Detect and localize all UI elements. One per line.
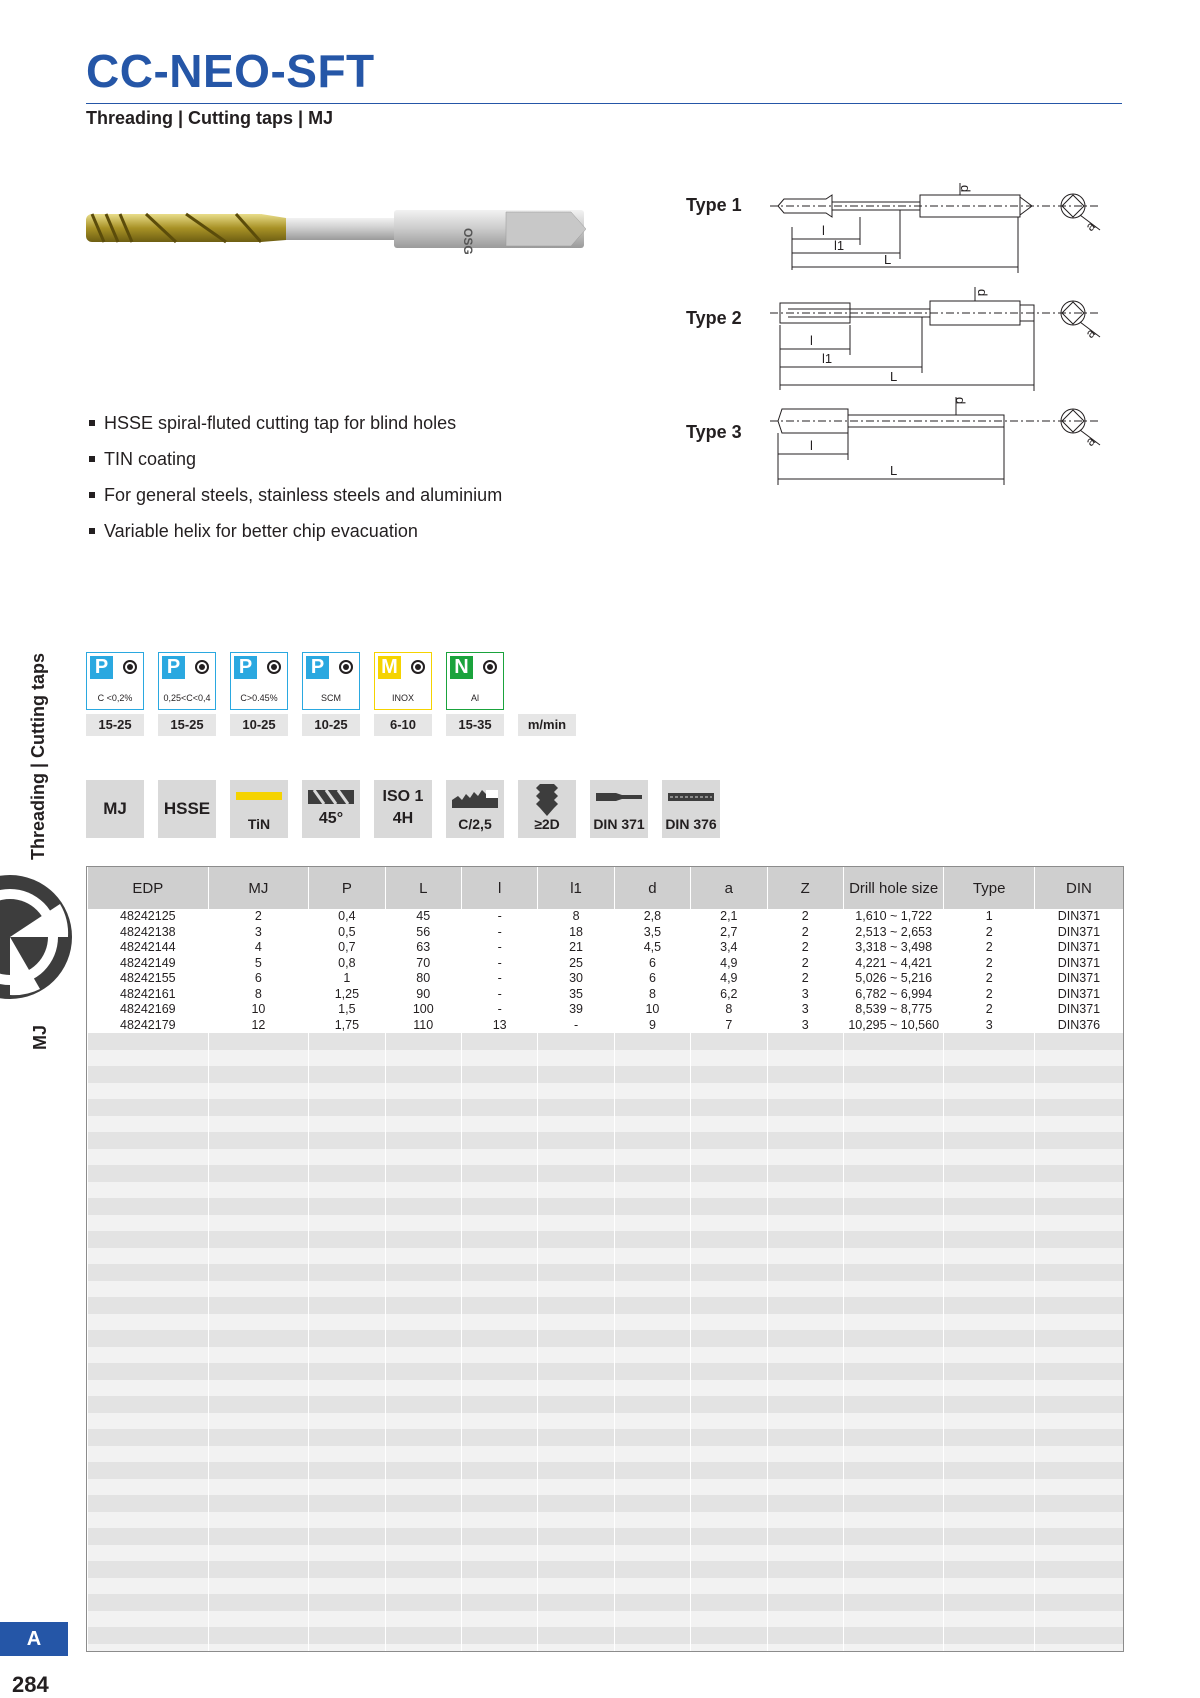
column-header: l1	[538, 867, 614, 909]
feature-item: For general steels, stainless steels and aluminium	[86, 482, 502, 518]
table-row	[88, 956, 1124, 972]
page-title: CC-NEO-SFT	[86, 45, 375, 97]
table-cell: 48242179	[88, 1018, 209, 1034]
table-cell: 2	[944, 1002, 1034, 1018]
empty-table-row	[88, 1561, 1124, 1578]
table-cell: 6	[614, 971, 690, 987]
empty-table-row	[88, 1297, 1124, 1314]
table-cell: 8	[691, 1002, 767, 1018]
table-header-row	[88, 867, 1124, 909]
empty-table-row	[88, 1611, 1124, 1628]
table-cell: DIN371	[1034, 956, 1123, 972]
table-cell: 2,7	[691, 925, 767, 941]
empty-table-row	[88, 1330, 1124, 1347]
table-cell: 3	[767, 1018, 843, 1034]
empty-table-row	[88, 1594, 1124, 1611]
table-cell: 0,8	[309, 956, 385, 972]
table-cell: 1,610 ~ 1,722	[843, 909, 944, 925]
table-row	[88, 987, 1124, 1003]
cutting-speed: 15-25	[158, 714, 216, 736]
table-cell: DIN371	[1034, 987, 1123, 1003]
material-box-p3: P C>0.45%	[230, 652, 288, 710]
table-cell: 35	[538, 987, 614, 1003]
helix-angle-icon: 45°	[302, 780, 360, 838]
table-cell: 39	[538, 1002, 614, 1018]
table-cell: 2	[208, 909, 309, 925]
table-cell: -	[461, 925, 537, 941]
empty-table-row	[88, 1512, 1124, 1529]
table-cell: 4,9	[691, 956, 767, 972]
column-header: Drill hole size	[843, 867, 944, 909]
table-cell: 3,4	[691, 940, 767, 956]
table-cell: 1,75	[309, 1018, 385, 1034]
table-cell: 4	[208, 940, 309, 956]
table-cell: DIN371	[1034, 925, 1123, 941]
table-cell: 8	[538, 909, 614, 925]
table-row	[88, 971, 1124, 987]
suitability-dot-icon	[483, 660, 497, 674]
svg-text:L: L	[884, 252, 892, 267]
suitability-dot-icon	[339, 660, 353, 674]
din376-icon: DIN 376	[662, 780, 720, 838]
table-cell: 3	[208, 925, 309, 941]
table-cell: 10	[614, 1002, 690, 1018]
table-cell: 45	[385, 909, 461, 925]
table-row	[88, 909, 1124, 925]
feature-item: HSSE spiral-fluted cutting tap for blind holes	[86, 410, 502, 446]
table-cell: 9	[614, 1018, 690, 1034]
page-subtitle: Threading | Cutting taps | MJ	[86, 108, 334, 128]
table-cell: 2	[944, 987, 1034, 1003]
table-cell: -	[461, 909, 537, 925]
svg-text:a: a	[1082, 325, 1099, 341]
table-cell: 5,026 ~ 5,216	[843, 971, 944, 987]
table-cell: 1	[944, 909, 1034, 925]
table-cell: 2,1	[691, 909, 767, 925]
material-letter: N	[450, 656, 473, 679]
table-cell: 63	[385, 940, 461, 956]
empty-table-row	[88, 1446, 1124, 1463]
table-cell: DIN371	[1034, 940, 1123, 956]
svg-text:a: a	[1082, 433, 1099, 449]
column-header: DIN	[1034, 867, 1123, 909]
table-cell: 2	[944, 956, 1034, 972]
suitability-dot-icon	[123, 660, 137, 674]
column-header: MJ	[208, 867, 309, 909]
empty-table-row	[88, 1413, 1124, 1430]
type-1-label: Type 1	[686, 195, 742, 215]
empty-table-row	[88, 1033, 1124, 1050]
table-cell: DIN376	[1034, 1018, 1123, 1034]
table-cell: 3,318 ~ 3,498	[843, 940, 944, 956]
empty-table-row	[88, 1198, 1124, 1215]
svg-text:L: L	[890, 463, 898, 478]
osg-marking: OSG	[461, 228, 475, 255]
table-cell: 8	[208, 987, 309, 1003]
table-cell: 10,295 ~ 10,560	[843, 1018, 944, 1034]
table-cell: 2	[767, 956, 843, 972]
title-divider	[86, 103, 1122, 104]
cutting-speed: 10-25	[230, 714, 288, 736]
cutting-speed: 10-25	[302, 714, 360, 736]
table-cell: 3	[944, 1018, 1034, 1034]
type-3-label: Type 3	[686, 422, 742, 442]
table-cell: 21	[538, 940, 614, 956]
column-header: P	[309, 867, 385, 909]
table-cell: 25	[538, 956, 614, 972]
table-cell: 6,782 ~ 6,994	[843, 987, 944, 1003]
table-cell: 6,2	[691, 987, 767, 1003]
table-cell: 80	[385, 971, 461, 987]
table-cell: 3	[767, 987, 843, 1003]
feature-item: TIN coating	[86, 446, 502, 482]
svg-text:d: d	[975, 289, 990, 297]
empty-table-row	[88, 1479, 1124, 1496]
table-cell: -	[461, 971, 537, 987]
svg-text:l1: l1	[834, 238, 845, 253]
table-cell: 0,4	[309, 909, 385, 925]
empty-table-row	[88, 1644, 1124, 1653]
empty-table-row	[88, 1149, 1124, 1166]
page-number: 284	[12, 1672, 49, 1697]
empty-table-row	[88, 1165, 1124, 1182]
table-cell: 48242169	[88, 1002, 209, 1018]
side-category-label: Threading | Cutting taps	[28, 652, 48, 860]
table-row	[88, 1002, 1124, 1018]
table-cell: 2	[944, 925, 1034, 941]
empty-table-row	[88, 1578, 1124, 1595]
table-cell: -	[538, 1018, 614, 1034]
svg-text:L: L	[890, 369, 898, 384]
svg-text:l: l	[810, 333, 813, 348]
material-letter: P	[234, 656, 257, 679]
table-cell: -	[461, 956, 537, 972]
hsse-material-icon: HSSE	[158, 780, 216, 838]
speed-unit: m/min	[518, 714, 576, 736]
table-cell: 2,8	[614, 909, 690, 925]
table-cell: 48242161	[88, 987, 209, 1003]
material-box-m: M INOX	[374, 652, 432, 710]
table-cell: 56	[385, 925, 461, 941]
material-box-p4: P SCM	[302, 652, 360, 710]
column-header: d	[614, 867, 690, 909]
empty-table-row	[88, 1066, 1124, 1083]
column-header: Type	[944, 867, 1034, 909]
column-header: Z	[767, 867, 843, 909]
empty-table-row	[88, 1182, 1124, 1199]
table-cell: 48242125	[88, 909, 209, 925]
table-cell: 2	[767, 909, 843, 925]
table-cell: 6	[208, 971, 309, 987]
table-cell: 3,5	[614, 925, 690, 941]
table-row	[88, 1018, 1124, 1034]
material-letter: P	[306, 656, 329, 679]
table-cell: DIN371	[1034, 971, 1123, 987]
table-cell: 3	[767, 1002, 843, 1018]
empty-table-row	[88, 1231, 1124, 1248]
table-cell: DIN371	[1034, 1002, 1123, 1018]
table-row	[88, 940, 1124, 956]
empty-table-row	[88, 1314, 1124, 1331]
svg-text:a: a	[1082, 218, 1099, 234]
material-letter: M	[378, 656, 401, 679]
empty-table-row	[88, 1380, 1124, 1397]
svg-text:d: d	[958, 185, 973, 193]
table-cell: 48242149	[88, 956, 209, 972]
table-cell: 48242155	[88, 971, 209, 987]
table-cell: 2	[944, 940, 1034, 956]
suitability-dot-icon	[411, 660, 425, 674]
table-cell: 2	[767, 971, 843, 987]
table-cell: 4,221 ~ 4,421	[843, 956, 944, 972]
svg-text:d: d	[953, 397, 968, 405]
table-cell: DIN371	[1034, 909, 1123, 925]
tolerance-icon: ISO 1 4H	[374, 780, 432, 838]
material-box-n: N Al	[446, 652, 504, 710]
table-cell: 70	[385, 956, 461, 972]
table-cell: 2	[767, 940, 843, 956]
column-header: l	[461, 867, 537, 909]
feature-item: Variable helix for better chip evacuation	[86, 518, 502, 554]
material-letter: P	[90, 656, 113, 679]
material-box-p1: P C <0,2%	[86, 652, 144, 710]
table-cell: -	[461, 940, 537, 956]
cutting-speed: 6-10	[374, 714, 432, 736]
svg-text:l1: l1	[822, 351, 833, 366]
tap-product-image	[86, 200, 586, 260]
empty-table-row	[88, 1099, 1124, 1116]
column-header: EDP	[88, 867, 209, 909]
empty-table-row	[88, 1627, 1124, 1644]
column-header: L	[385, 867, 461, 909]
table-cell: 6	[614, 956, 690, 972]
side-section-label: MJ	[30, 1024, 50, 1050]
empty-table-row	[88, 1528, 1124, 1545]
cutting-speed: 15-35	[446, 714, 504, 736]
table-cell: 48242138	[88, 925, 209, 941]
empty-table-row	[88, 1462, 1124, 1479]
cutting-speed: 15-25	[86, 714, 144, 736]
chapter-tab[interactable]: A	[0, 1622, 68, 1656]
type-2-label: Type 2	[686, 308, 742, 328]
empty-table-row	[88, 1083, 1124, 1100]
table-cell: 30	[538, 971, 614, 987]
column-header: a	[691, 867, 767, 909]
table-cell: -	[461, 987, 537, 1003]
table-cell: 8,539 ~ 8,775	[843, 1002, 944, 1018]
empty-table-row	[88, 1545, 1124, 1562]
material-box-p2: P 0,25<C<0,4	[158, 652, 216, 710]
section-wheel-icon	[0, 864, 72, 1010]
type-3-drawing	[770, 397, 1100, 485]
table-cell: 1	[309, 971, 385, 987]
din371-icon: DIN 371	[590, 780, 648, 838]
table-cell: 100	[385, 1002, 461, 1018]
table-cell: 1,25	[309, 987, 385, 1003]
table-cell: 8	[614, 987, 690, 1003]
empty-table-row	[88, 1264, 1124, 1281]
svg-text:l: l	[810, 438, 813, 453]
table-cell: 0,5	[309, 925, 385, 941]
suitability-dot-icon	[267, 660, 281, 674]
empty-table-row	[88, 1248, 1124, 1265]
table-cell: 2	[944, 971, 1034, 987]
table-cell: 18	[538, 925, 614, 941]
feature-list	[86, 410, 502, 554]
table-cell: 110	[385, 1018, 461, 1034]
table-cell: 2,513 ~ 2,653	[843, 925, 944, 941]
empty-table-row	[88, 1347, 1124, 1364]
table-cell: -	[461, 1002, 537, 1018]
table-cell: 4,9	[691, 971, 767, 987]
table-row	[88, 925, 1124, 941]
table-cell: 7	[691, 1018, 767, 1034]
table-cell: 10	[208, 1002, 309, 1018]
empty-table-row	[88, 1495, 1124, 1512]
table-cell: 0,7	[309, 940, 385, 956]
table-cell: 90	[385, 987, 461, 1003]
empty-table-row	[88, 1429, 1124, 1446]
table-cell: 1,5	[309, 1002, 385, 1018]
empty-table-row	[88, 1281, 1124, 1298]
thread-depth-icon: ≥2D	[518, 780, 576, 838]
type-2-drawing	[770, 287, 1100, 391]
table-cell: 13	[461, 1018, 537, 1034]
tin-coating-icon: TiN	[230, 780, 288, 838]
type-drawings	[770, 175, 1125, 505]
table-cell: 2	[767, 925, 843, 941]
table-cell: 5	[208, 956, 309, 972]
mj-standard-icon: MJ	[86, 780, 144, 838]
empty-table-row	[88, 1050, 1124, 1067]
chamfer-icon: C/2,5	[446, 780, 504, 838]
product-table	[86, 866, 1124, 1652]
empty-table-row	[88, 1396, 1124, 1413]
table-cell: 12	[208, 1018, 309, 1034]
empty-table-row	[88, 1363, 1124, 1380]
table-cell: 4,5	[614, 940, 690, 956]
table-cell: 48242144	[88, 940, 209, 956]
empty-table-row	[88, 1132, 1124, 1149]
material-letter: P	[162, 656, 185, 679]
suitability-dot-icon	[195, 660, 209, 674]
empty-table-row	[88, 1116, 1124, 1133]
type-1-drawing	[770, 183, 1100, 273]
empty-table-row	[88, 1215, 1124, 1232]
svg-text:l: l	[822, 223, 825, 238]
